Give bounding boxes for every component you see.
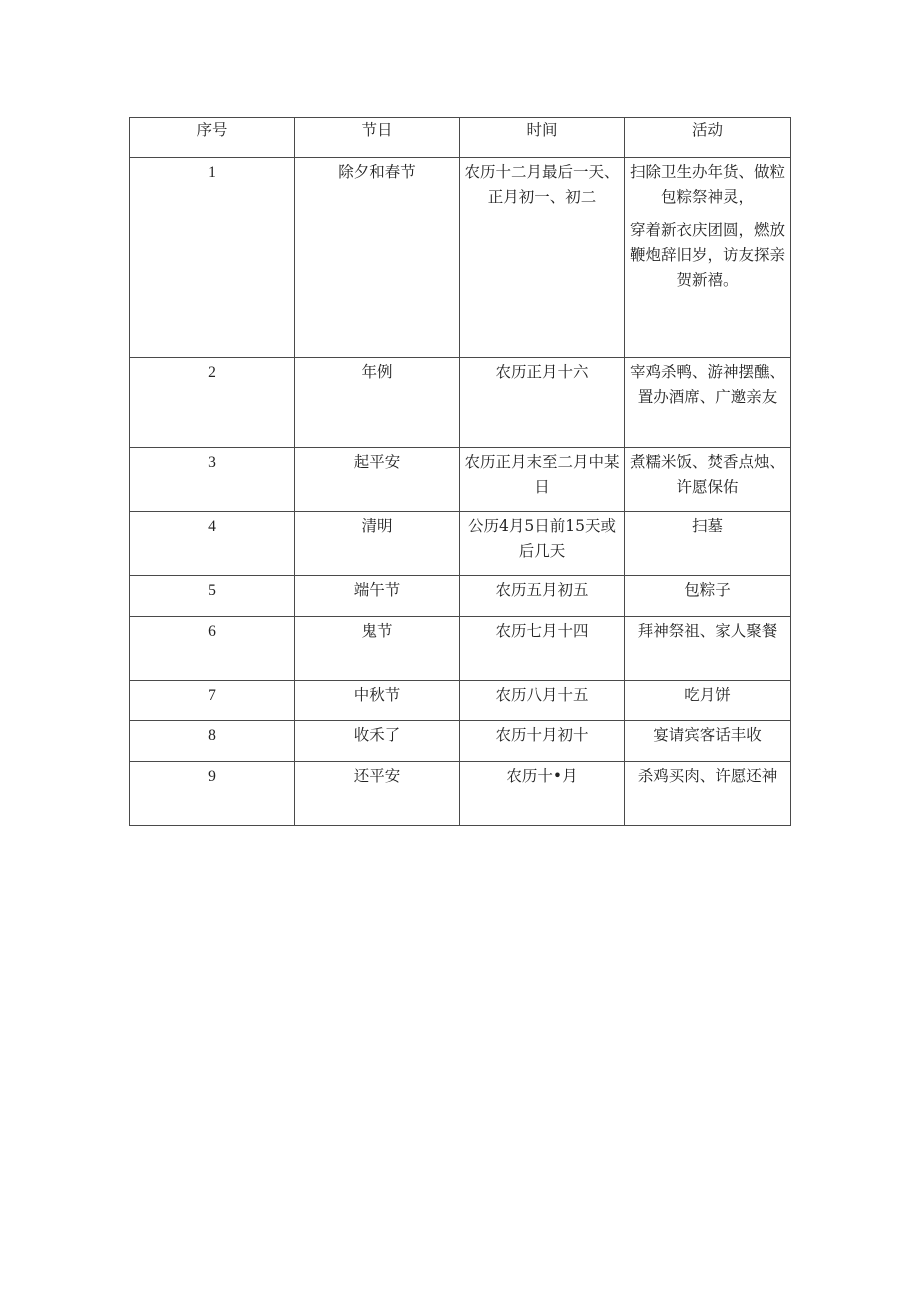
table-row bbox=[130, 448, 791, 512]
cell-time: 农历正月末至二月中某日 bbox=[460, 448, 625, 512]
cell-no: 4 bbox=[130, 512, 295, 576]
cell-no: 9 bbox=[130, 762, 295, 826]
cell-festival: 清明 bbox=[295, 512, 460, 576]
cell-activity bbox=[625, 512, 791, 576]
activity-paragraph: 宰鸡杀鸭、游神摆醮、置办酒席、广邀亲友 bbox=[629, 363, 785, 406]
activity-paragraph: 穿着新衣庆团圆，燃放鞭炮辞旧岁，访友探亲贺新禧。 bbox=[629, 221, 785, 289]
cell-festival: 起平安 bbox=[295, 448, 460, 512]
table-row bbox=[130, 358, 791, 448]
table-row bbox=[130, 617, 791, 681]
activity-paragraph: 煮糯米饭、焚香点烛、许愿保佑 bbox=[629, 453, 785, 496]
cell-time: 农历七月十四 bbox=[460, 617, 625, 681]
festival-table bbox=[129, 117, 791, 826]
header-cell-time: 时间 bbox=[460, 118, 625, 158]
cell-festival: 还平安 bbox=[295, 762, 460, 826]
cell-activity bbox=[625, 358, 791, 448]
header-row bbox=[130, 118, 791, 158]
cell-time: 公历4月5日前15天或后几天 bbox=[460, 512, 625, 576]
cell-no: 1 bbox=[130, 158, 295, 358]
cell-activity bbox=[625, 681, 791, 721]
activity-paragraph: 扫墓 bbox=[691, 517, 723, 535]
activity-paragraph: 扫除卫生办年货、做粒包粽祭神灵， bbox=[629, 163, 785, 206]
activity-paragraph: 杀鸡买肉、许愿还神 bbox=[637, 767, 778, 785]
cell-festival: 年例 bbox=[295, 358, 460, 448]
cell-no: 3 bbox=[130, 448, 295, 512]
cell-festival: 中秋节 bbox=[295, 681, 460, 721]
table-header bbox=[130, 118, 791, 158]
activity-paragraph: 吃月饼 bbox=[684, 686, 731, 704]
header-cell-no: 序号 bbox=[130, 118, 295, 158]
cell-festival: 端午节 bbox=[295, 576, 460, 617]
cell-no: 5 bbox=[130, 576, 295, 617]
cell-activity bbox=[625, 158, 791, 358]
activity-paragraph: 包粽子 bbox=[684, 581, 731, 599]
cell-activity bbox=[625, 576, 791, 617]
cell-activity bbox=[625, 617, 791, 681]
cell-time: 农历五月初五 bbox=[460, 576, 625, 617]
table-row bbox=[130, 721, 791, 762]
cell-activity bbox=[625, 762, 791, 826]
cell-no: 8 bbox=[130, 721, 295, 762]
table-row bbox=[130, 158, 791, 358]
table-row bbox=[130, 762, 791, 826]
cell-activity bbox=[625, 448, 791, 512]
cell-no: 6 bbox=[130, 617, 295, 681]
cell-time: 农历十二月最后一天、正月初一、初二 bbox=[460, 158, 625, 358]
cell-time: 农历八月十五 bbox=[460, 681, 625, 721]
cell-festival: 鬼节 bbox=[295, 617, 460, 681]
header-cell-activity: 活动 bbox=[625, 118, 791, 158]
cell-time: 农历正月十六 bbox=[460, 358, 625, 448]
table-row bbox=[130, 512, 791, 576]
cell-time: 农历十•月 bbox=[460, 762, 625, 826]
cell-festival: 收禾了 bbox=[295, 721, 460, 762]
cell-time: 农历十月初十 bbox=[460, 721, 625, 762]
cell-no: 2 bbox=[130, 358, 295, 448]
cell-no: 7 bbox=[130, 681, 295, 721]
table-body bbox=[130, 158, 791, 826]
cell-festival: 除夕和春节 bbox=[295, 158, 460, 358]
table-row bbox=[130, 576, 791, 617]
table-row bbox=[130, 681, 791, 721]
cell-activity bbox=[625, 721, 791, 762]
activity-paragraph: 宴请宾客话丰收 bbox=[653, 726, 762, 744]
header-cell-festival: 节日 bbox=[295, 118, 460, 158]
activity-paragraph: 拜神祭祖、家人聚餐 bbox=[637, 622, 778, 640]
